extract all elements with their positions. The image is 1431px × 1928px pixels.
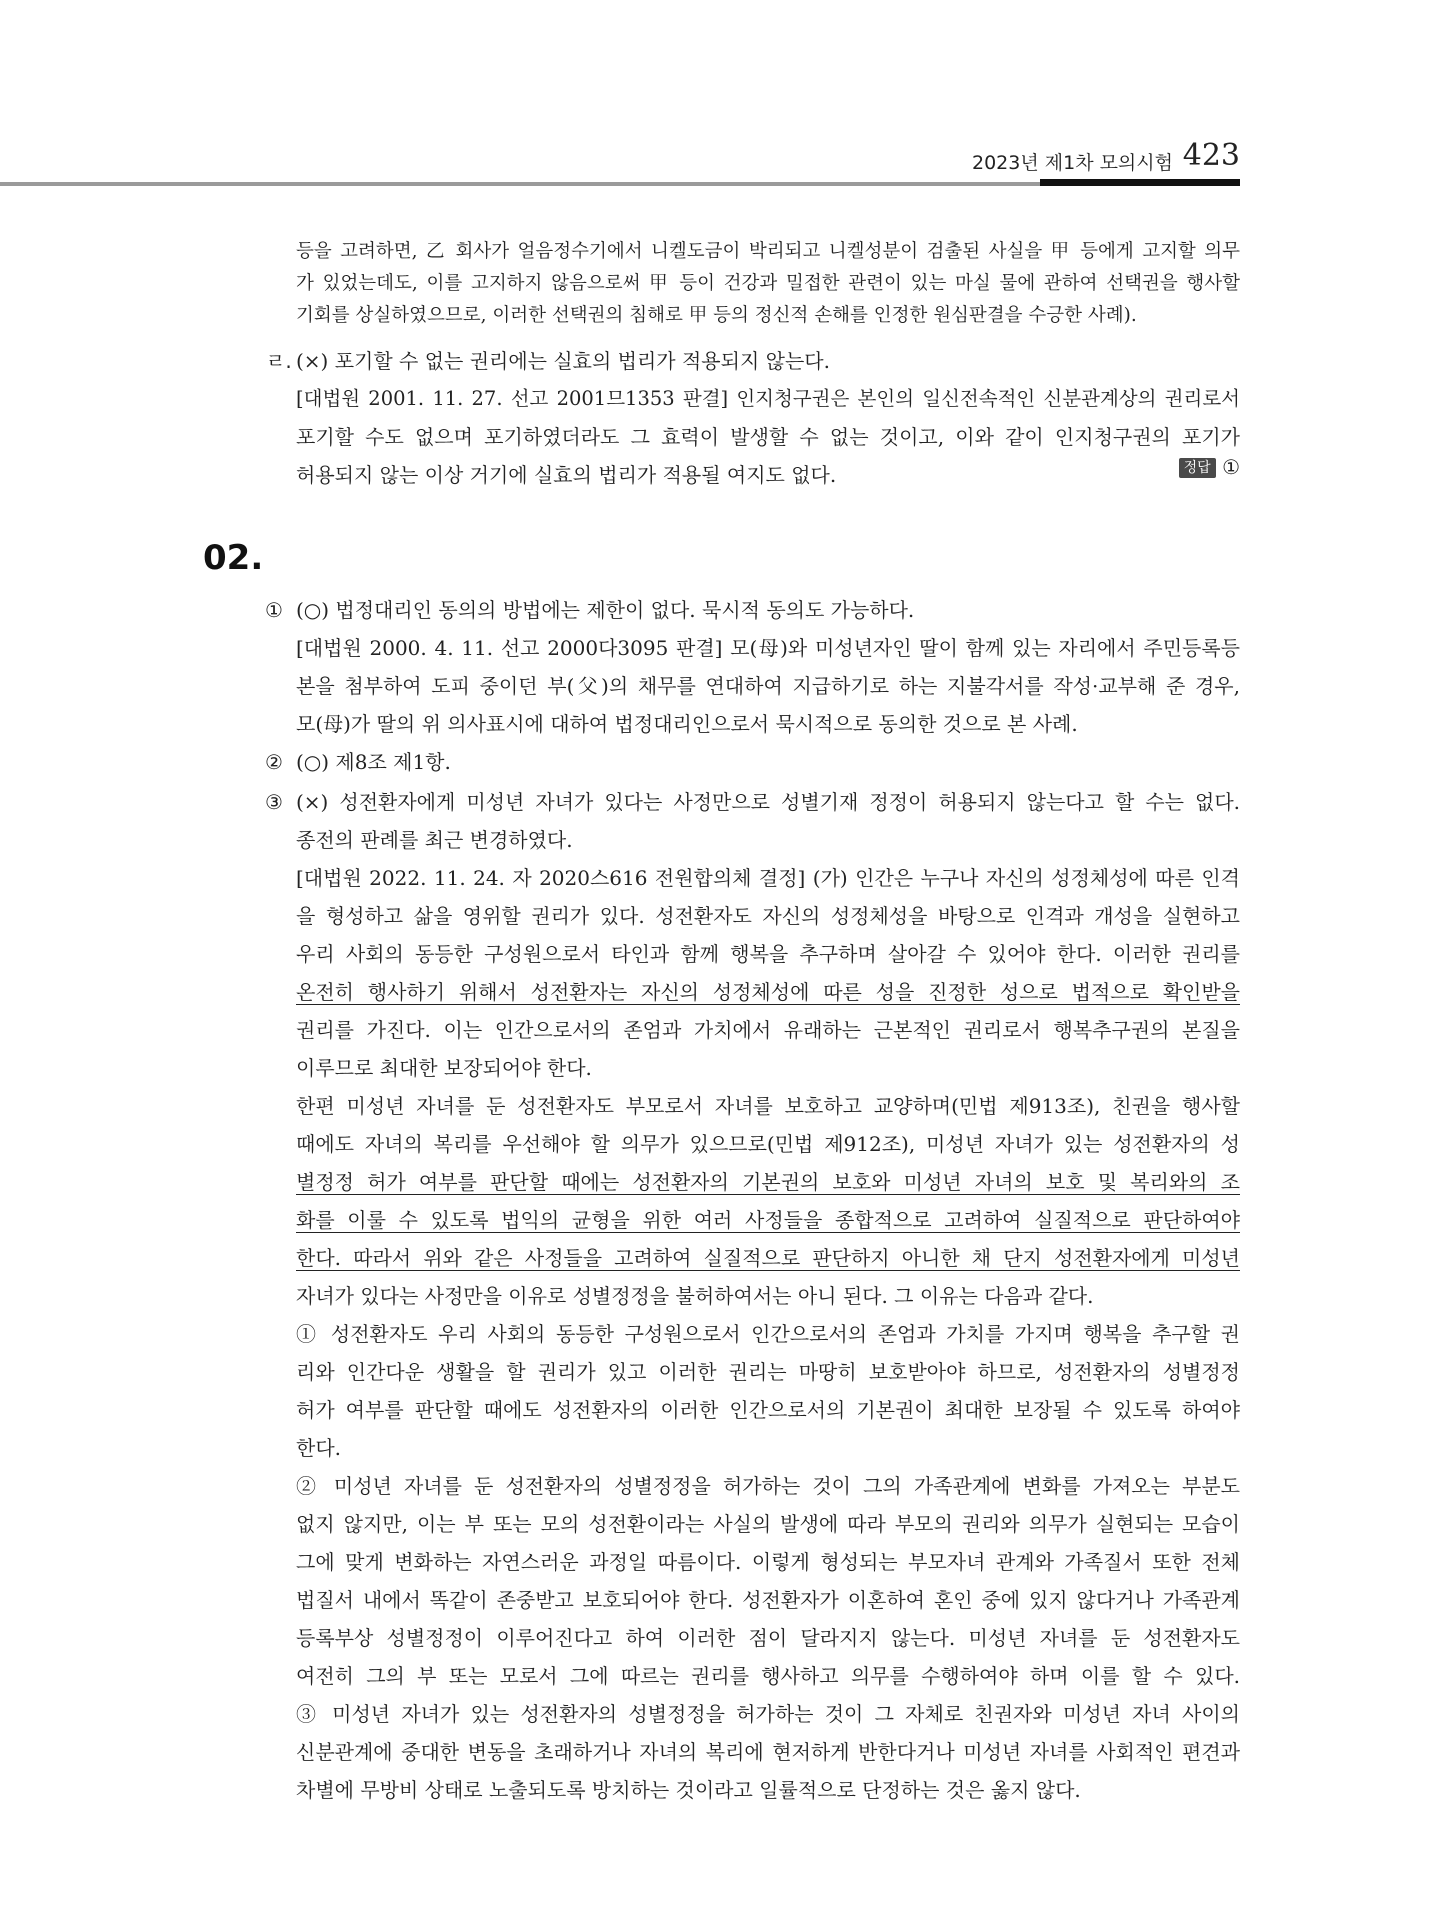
- running-title: 2023년 제1차 모의시험: [972, 152, 1173, 174]
- answer-item-2: [296, 743, 1240, 781]
- answer-item-3: [296, 783, 1240, 1809]
- text-line: 차별에 무방비 상태로 노출되도록 방치하는 것이라고 일률적으로 단정하는 것은 옳지 않다.: [296, 1778, 1081, 1802]
- text-line: 한편 미성년 자녀를 둔 성전환자도 부모로서 자녀를 보호하고 교양하며(민법 제913조), 친권을 행사할: [296, 1094, 1240, 1118]
- item-marker: ②: [265, 750, 283, 774]
- text-line: 우리 사회의 동등한 구성원으로서 타인과 함께 행복을 추구하며 살아갈 수 있어야 한다. 이러한 권리를: [296, 942, 1240, 966]
- text-line: 신분관계에 중대한 변동을 초래하거나 자녀의 복리에 현저하게 반한다거나 미성년 자녀를 사회적인 편견과: [296, 1740, 1240, 1764]
- underlined-line: 온전히 행사하기 위해서 성전환자는 자신의 성정체성에 따른 성을 진정한 성으로 법적으로 확인받을: [296, 980, 1240, 1004]
- text-line: ① 성전환자도 우리 사회의 동등한 구성원으로서 인간으로서의 존엄과 가치를 가지며 행복을 추구할 권: [296, 1322, 1240, 1346]
- item-claim: (○) 제8조 제1항.: [296, 750, 451, 774]
- underlined-line: 화를 이룰 수 있도록 법익의 균형을 위한 여러 사정들을 종합적으로 고려하여 실질적으로 판단하여야: [296, 1208, 1240, 1232]
- text-line: 포기할 수도 없으며 포기하였더라도 그 효력이 발생할 수 없는 것이고, 이와 같이 인지청구권의 포기가: [296, 425, 1240, 449]
- text-line: ③ 미성년 자녀가 있는 성전환자의 성별정정을 허가하는 것이 그 자체로 친권자와 미성년 자녀 사이의: [296, 1702, 1240, 1726]
- text-line: 종전의 판례를 최근 변경하였다.: [296, 828, 573, 852]
- text-line: 본을 첨부하여 도피 중이던 부(父)의 채무를 연대하여 지급하기로 하는 지불각서를 작성·교부해 준 경우,: [296, 674, 1240, 698]
- case-citation-line: [대법원 2001. 11. 27. 선고 2001므1353 판결] 인지청구권은 본인의 일신전속적인 신분관계상의 권리로서: [296, 387, 1240, 410]
- text-line: 없지 않지만, 이는 부 또는 모의 성전환이라는 사실의 발생에 따라 부모의 권리와 의무가 실현되는 모습이: [296, 1512, 1240, 1536]
- answer-item-1: [296, 591, 1240, 743]
- answer-value: ①: [1222, 455, 1240, 479]
- continuation-paragraph: [296, 236, 1240, 332]
- text-line: 을 형성하고 삶을 영위할 권리가 있다. 성전환자도 자신의 성정체성을 바탕으로 인격과 개성을 실현하고: [296, 904, 1240, 928]
- answer-badge: 정답: [1179, 458, 1216, 478]
- text-line: 자녀가 있다는 사정만을 이유로 성별정정을 불허하여서는 아니 된다. 그 이유는 다음과 같다.: [296, 1284, 1094, 1308]
- item-marker: ③: [265, 790, 283, 814]
- underlined-line: 별정정 허가 여부를 판단할 때에는 성전환자의 기본권의 보호와 미성년 자녀의 보호 및 복리와의 조: [296, 1170, 1240, 1194]
- case-citation-line: [대법원 2000. 4. 11. 선고 2000다3095 판결] 모(母)와 미성년자인 딸이 함께 있는 자리에서 주민등록등: [296, 636, 1240, 660]
- text-line: 기회를 상실하였으므로, 이러한 선택권의 침해로 甲 등의 정신적 손해를 인정한 원심판결을 수긍한 사례).: [296, 305, 1137, 326]
- text-line: 모(母)가 딸의 위 의사표시에 대하여 법정대리인으로서 묵시적으로 동의한 것으로 본 사례.: [296, 712, 1078, 736]
- text-line: 가 있었는데도, 이를 고지하지 않음으로써 甲 등이 건강과 밀접한 관련이 있는 마실 물에 관하여 선택권을 행사할: [296, 273, 1240, 294]
- text-line: 권리를 가진다. 이는 인간으로서의 존엄과 가치에서 유래하는 근본적인 권리로서 행복추구권의 본질을: [296, 1018, 1240, 1042]
- header-rule-accent: [1040, 179, 1240, 186]
- answer-item-rieul: [296, 342, 1240, 494]
- text-line: 그에 맞게 변화하는 자연스러운 과정일 따름이다. 이렇게 형성되는 부모자녀 관계와 가족질서 또한 전체: [296, 1550, 1240, 1574]
- underlined-line: 한다. 따라서 위와 같은 사정들을 고려하여 실질적으로 판단하지 아니한 채 단지 성전환자에게 미성년: [296, 1246, 1240, 1270]
- text-line: 리와 인간다운 생활을 할 권리가 있고 이러한 권리는 마땅히 보호받아야 하므로, 성전환자의 성별정정: [296, 1360, 1240, 1384]
- text-line: 한다.: [296, 1436, 341, 1460]
- text-line: 이루므로 최대한 보장되어야 한다.: [296, 1056, 592, 1080]
- header-rule: [0, 182, 1040, 186]
- item-claim: (×) 포기할 수 없는 권리에는 실효의 법리가 적용되지 않는다.: [296, 349, 830, 373]
- question-number: 02.: [203, 538, 264, 578]
- case-citation-line: [대법원 2022. 11. 24. 자 2020스616 전원합의체 결정] (가) 인간은 누구나 자신의 성정체성에 따른 인격: [296, 866, 1240, 890]
- page-number: 423: [1182, 138, 1240, 173]
- page-header: [0, 138, 1240, 190]
- item-claim: (○) 법정대리인 동의의 방법에는 제한이 없다. 묵시적 동의도 가능하다.: [296, 598, 915, 622]
- text-line: 법질서 내에서 똑같이 존중받고 보호되어야 한다. 성전환자가 이혼하여 혼인 중에 있지 않다거나 가족관계: [296, 1588, 1240, 1612]
- text-line: 여전히 그의 부 또는 모로서 그에 따르는 권리를 행사하고 의무를 수행하여야 하며 이를 할 수 있다.: [296, 1664, 1240, 1688]
- text-line: 등록부상 성별정정이 이루어진다고 하여 이러한 점이 달라지지 않는다. 미성년 자녀를 둔 성전환자도: [296, 1626, 1240, 1650]
- answer-mark: [1179, 455, 1240, 479]
- text-line: 허가 여부를 판단할 때에도 성전환자의 이러한 인간으로서의 기본권이 최대한 보장될 수 있도록 하여야: [296, 1398, 1240, 1422]
- item-marker: ㄹ.: [266, 349, 292, 373]
- text-line: 때에도 자녀의 복리를 우선해야 할 의무가 있으므로(민법 제912조), 미성년 자녀가 있는 성전환자의 성: [296, 1132, 1240, 1156]
- text-line: ② 미성년 자녀를 둔 성전환자의 성별정정을 허가하는 것이 그의 가족관계에 변화를 가져오는 부분도: [296, 1474, 1240, 1498]
- item-claim: (×) 성전환자에게 미성년 자녀가 있다는 사정만으로 성별기재 정정이 허용되지 않는다고 할 수는 없다.: [296, 790, 1240, 814]
- item-marker: ①: [265, 598, 283, 622]
- text-line: 허용되지 않는 이상 거기에 실효의 법리가 적용될 여지도 없다.: [296, 463, 837, 487]
- text-line: 등을 고려하면, 乙 회사가 얼음정수기에서 니켈도금이 박리되고 니켈성분이 검출된 사실을 甲 등에게 고지할 의무: [296, 241, 1240, 262]
